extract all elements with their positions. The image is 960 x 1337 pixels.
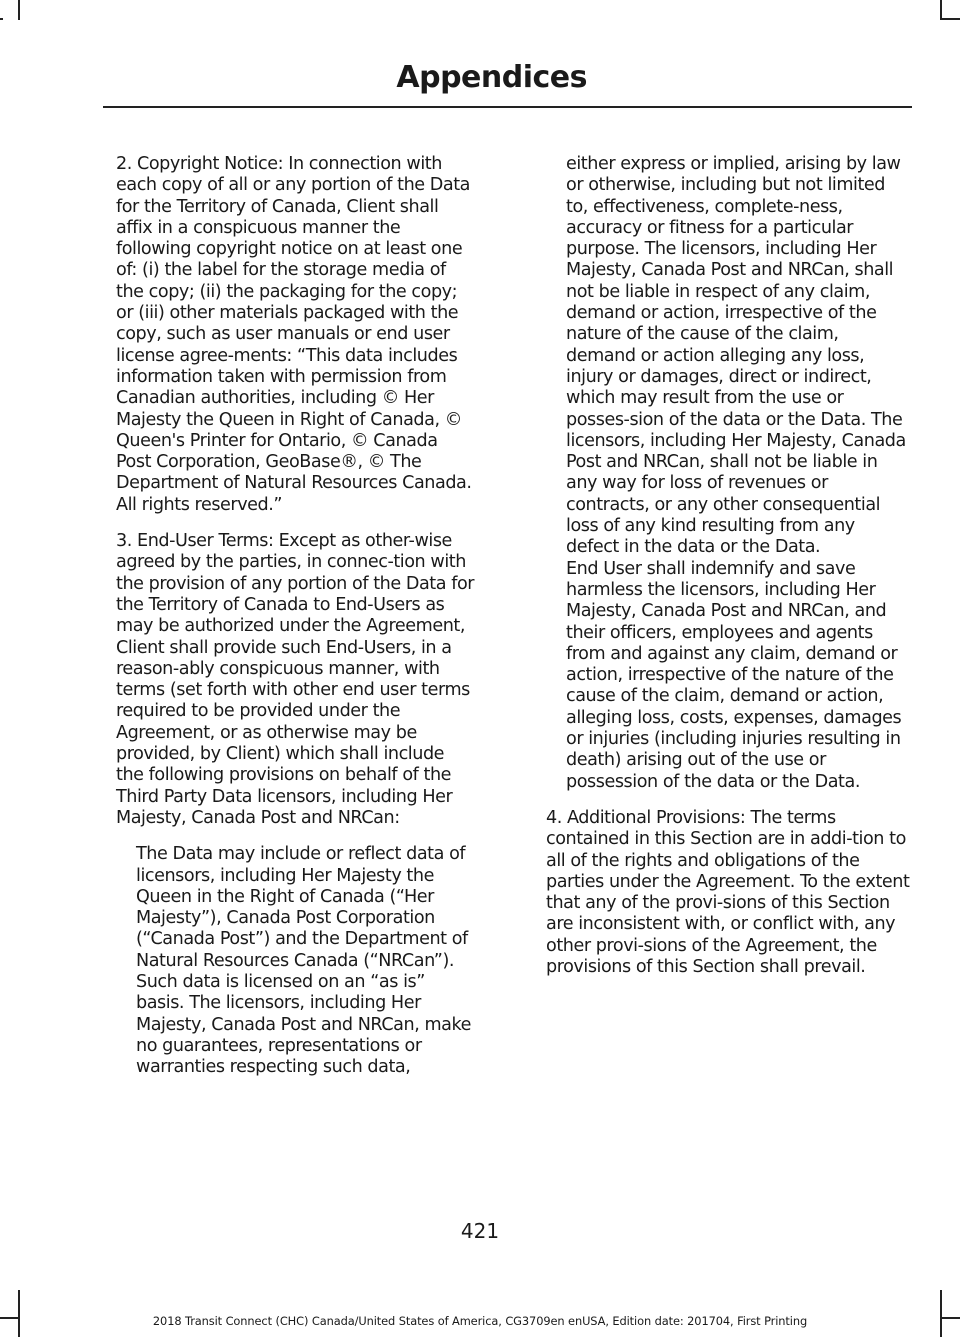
edition-footer: 2018 Transit Connect (CHC) Canada/United States of America, CG3709en enUSA, Edition date: 201704, First Printing [152, 1314, 808, 1328]
page-title: Appendices [396, 60, 587, 95]
indemnify-paragraph: End User shall indemnify and save harmless the licensors, including Her Majesty, Canada Post and NRCan, and their officers, employees and agents from and against any claim, demand or action, irrespective of the nature of the cause of the claim, demand or action, alleging loss, costs, expenses, damages or injuries (including injuries resulting in death) arising out of the use or possession of the data or the Data. [566, 558, 902, 792]
licensor-data-paragraph: The Data may include or reflect data of licensors, including Her Majesty the Queen in the Right of Canada (“Her Majesty”), Canada Post Corporation (“Canada Post”) and the Department of Natural Resources Canada (“NRCan”). Such data is licensed on an “as is” basis. The licensors, including Her Majesty, Canada Post and NRCan, make no guarantees, representations or warranties respecting such data, [136, 844, 471, 1078]
additional-provisions-paragraph: 4. Additional Provisions: The terms contained in this Section are in addi-tion to all of the rights and obligations of the parties under the Agreement. To the extent that any of the provi-sions of this Section are inconsistent with, or conflict with, any other provi-sions of the Agreement, the provisions of this Section shall prevail. [546, 807, 910, 977]
crop-mark [940, 0, 942, 20]
warranty-disclaimer-paragraph: either express or implied, arising by law or otherwise, including but not limited to, effectiveness, complete-ness, accuracy or fitness for a particular purpose. The licensors, including Her Majesty, Canada Post and NRCan, shall not be liable in respect of any claim, demand or action, irrespective of the nature of the cause of the claim, demand or action alleging any loss, injury or damages, direct or indirect, which may result from the use or posses-sion of the data or the Data. The licensors, including Her Majesty, Canada Post and NRCan, shall not be liable in any way for loss of revenues or contracts, or any other consequential loss of any kind resulting from any defect in the data or the Data. [566, 154, 906, 558]
left-column [116, 154, 476, 1078]
copyright-notice-paragraph: 2. Copyright Notice: In connection with each copy of all or any portion of the Data for the Territory of Canada, Client shall affix in a conspicuous manner the following copyright notice on at least one of: (i) the label for the storage media of the copy; (ii) the packaging for the copy; or (iii) other materials packaged with the copy, such as user manuals or end user license agree-ments: “This data includes information taken with permission from Canadian authorities, including © Her Majesty the Queen in Right of Canada, © Queen's Printer for Ontario, © Canada Post Corporation, GeoBase®, © The Department of Natural Resources Canada. All rights reserved.” [116, 154, 472, 515]
crop-mark [18, 0, 20, 20]
crop-mark [0, 18, 3, 20]
header-divider [103, 106, 912, 108]
end-user-terms-paragraph: 3. End-User Terms: Except as other-wise agreed by the parties, in connec-tion with the provision of any portion of the Data for the Territory of Canada to End-Users as may be authorized under the Agreement, Client shall provide such End-Users, in a reason-ably conspicuous manner, with terms (set forth with other end user terms required to be provided under the Agreement, or as otherwise may be provided, by Client) which shall include the following provisions on behalf of the Third Party Data licensors, including Her Majesty, Canada Post and NRCan: [116, 531, 475, 828]
right-column [546, 154, 912, 993]
page-number: 421 [460, 1219, 500, 1243]
crop-mark [940, 18, 960, 20]
